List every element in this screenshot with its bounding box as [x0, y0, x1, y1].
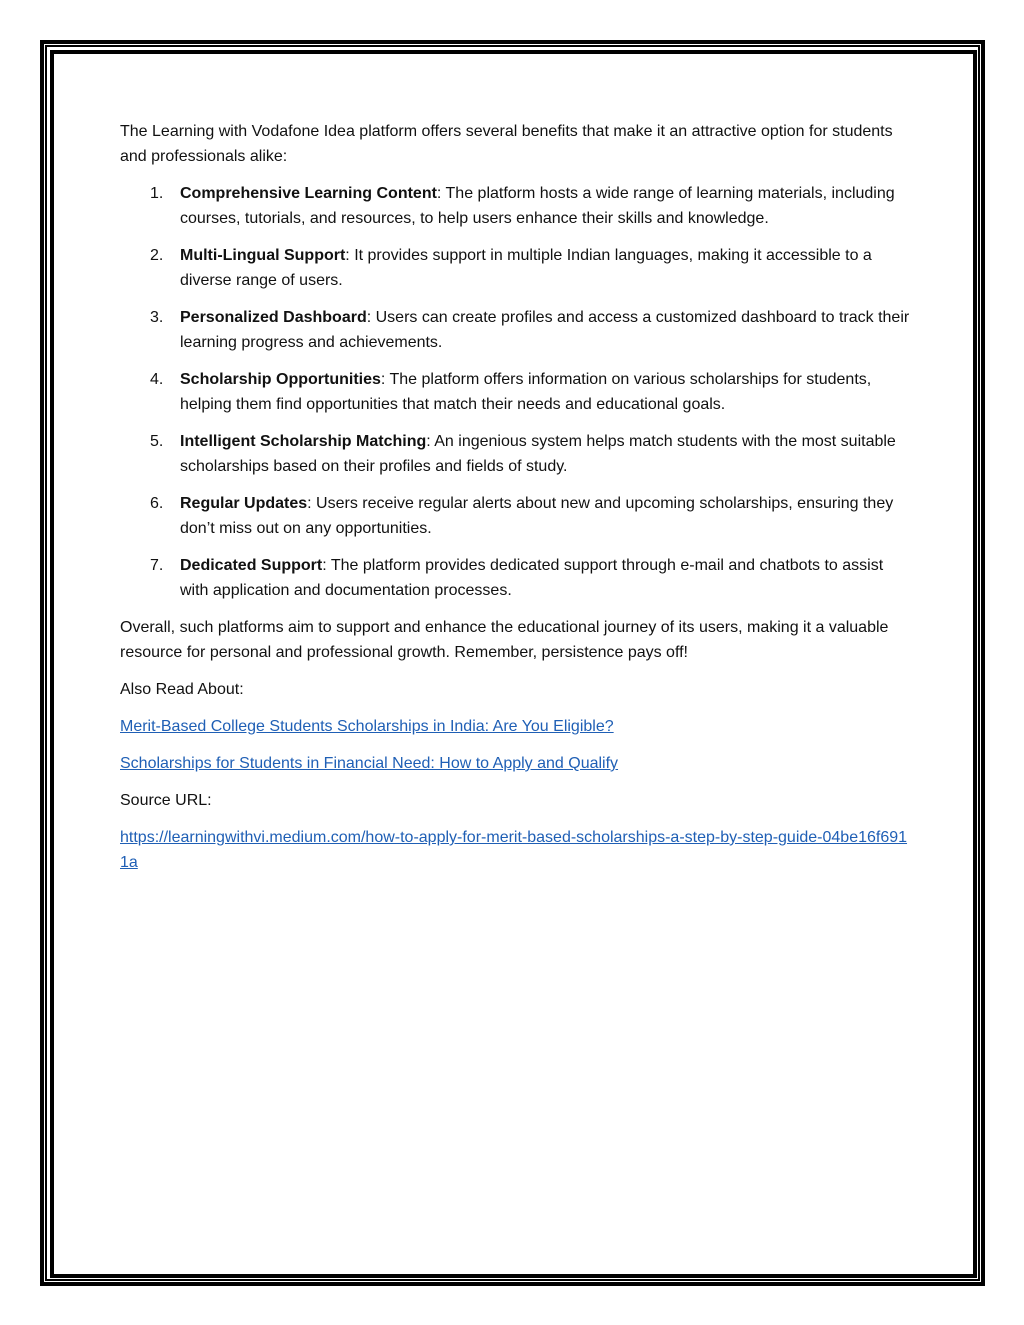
- list-item-description: : Users can create profiles and access a customized dashboard to track their learning progress and achievements.: [180, 309, 910, 351]
- intro-paragraph: The Learning with Vodafone Idea platform offers several benefits that make it an attractive option for students and professionals alike:: [120, 123, 893, 165]
- list-item-number: 2.: [150, 247, 164, 264]
- source-url-row: [120, 825, 910, 875]
- list-item-term: Intelligent Scholarship Matching: [180, 433, 427, 450]
- list-item-number: 5.: [150, 433, 164, 450]
- document-body: [120, 119, 910, 887]
- list-item-number: 6.: [150, 495, 164, 512]
- list-item: [120, 429, 910, 479]
- list-item-number: 1.: [150, 185, 164, 202]
- list-item-term: Comprehensive Learning Content: [180, 185, 437, 202]
- list-item-term: Scholarship Opportunities: [180, 371, 381, 388]
- list-item-number: 7.: [150, 557, 164, 574]
- list-item-term: Personalized Dashboard: [180, 309, 367, 326]
- list-item: [120, 243, 910, 293]
- list-item-description: : It provides support in multiple Indian languages, making it accessible to a diverse range of users.: [180, 247, 872, 289]
- related-link-row: [120, 714, 910, 739]
- list-item: [120, 181, 910, 231]
- related-link-merit-scholarships[interactable]: Merit-Based College Students Scholarships in India: Are You Eligible?: [120, 718, 614, 735]
- related-link-row: [120, 751, 910, 776]
- list-item-description: : The platform offers information on various scholarships for students, helping them find opportunities that match their needs and educational goals.: [180, 371, 872, 413]
- also-read-label: Also Read About:: [120, 681, 244, 698]
- list-item-term: Multi-Lingual Support: [180, 247, 346, 264]
- list-item-description: : The platform hosts a wide range of learning materials, including courses, tutorials, and resources, to help users enhance their skills and knowledge.: [180, 185, 895, 227]
- related-link-financial-need-scholarships[interactable]: Scholarships for Students in Financial Need: How to Apply and Qualify: [120, 755, 619, 772]
- conclusion-paragraph: Overall, such platforms aim to support and enhance the educational journey of its users, making it a valuable resource for personal and professional growth. Remember, persistence pays off!: [120, 619, 889, 661]
- list-item: [120, 553, 910, 603]
- list-item-description: : The platform provides dedicated support through e-mail and chatbots to assist with application and documentation processes.: [180, 557, 884, 599]
- list-item: [120, 367, 910, 417]
- list-item: [120, 491, 910, 541]
- list-item: [120, 305, 910, 355]
- list-item-term: Regular Updates: [180, 495, 308, 512]
- list-item-number: 3.: [150, 309, 164, 326]
- list-item-number: 4.: [150, 371, 164, 388]
- list-item-term: Dedicated Support: [180, 557, 323, 574]
- source-url-label: Source URL:: [120, 792, 212, 809]
- source-url-link[interactable]: https://learningwithvi.medium.com/how-to-apply-for-merit-based-scholarships-a-step-by-step-guide-04be16f6911a: [120, 829, 908, 871]
- list-item-description: : An ingenious system helps match students with the most suitable scholarships based on their profiles and fields of study.: [180, 433, 896, 475]
- benefits-list: [120, 181, 910, 603]
- list-item-description: : Users receive regular alerts about new and upcoming scholarships, ensuring they don’t miss out on any opportunities.: [180, 495, 894, 537]
